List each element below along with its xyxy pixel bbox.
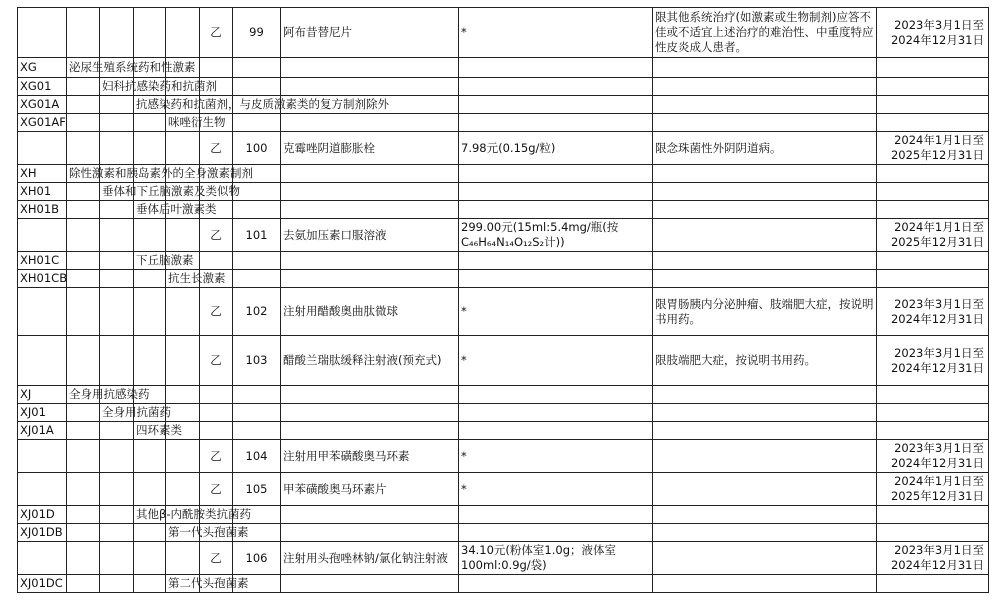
empty-cell xyxy=(877,270,989,288)
empty-cell xyxy=(877,201,989,219)
empty-cell xyxy=(134,575,166,593)
empty-cell xyxy=(877,386,989,404)
category-row xyxy=(18,96,989,114)
empty-cell xyxy=(100,114,134,132)
drug-class: 乙 xyxy=(200,542,233,575)
empty-cell xyxy=(877,404,989,422)
empty-cell xyxy=(67,288,100,336)
empty-cell xyxy=(653,270,877,288)
empty-cell xyxy=(67,201,100,219)
empty-cell xyxy=(653,404,877,422)
category-label: 咪唑衍生物 xyxy=(166,114,200,132)
drug-name: 克霉唑阴道膨胀栓 xyxy=(281,132,459,165)
empty-cell xyxy=(67,524,100,542)
empty-cell xyxy=(100,542,134,575)
empty-cell xyxy=(67,542,100,575)
empty-cell xyxy=(166,288,200,336)
drug-validity xyxy=(877,8,989,58)
empty-cell xyxy=(653,506,877,524)
drug-class: 乙 xyxy=(200,132,233,165)
empty-cell xyxy=(459,575,653,593)
category-code: XH01C xyxy=(18,252,67,270)
validity-end: 2024年12月31日 xyxy=(890,360,984,375)
category-label: 除性激素和胰岛素外的全身激素制剂 xyxy=(67,165,100,183)
validity-end: 2025年12月31日 xyxy=(890,148,984,162)
drug-row xyxy=(18,473,989,506)
drug-number: 102 xyxy=(233,288,281,336)
drug-name: 注射用甲苯磺酸奥马环素 xyxy=(281,440,459,473)
drug-row xyxy=(18,336,989,386)
category-row xyxy=(18,422,989,440)
validity-start: 2024年1月1日至 xyxy=(894,474,984,488)
drug-table xyxy=(17,7,989,593)
validity-start: 2023年3月1日至 xyxy=(894,441,984,455)
empty-cell xyxy=(134,440,166,473)
empty-cell xyxy=(653,183,877,201)
drug-class: 乙 xyxy=(200,336,233,386)
empty-cell xyxy=(18,8,67,58)
empty-cell xyxy=(18,219,67,252)
category-label: 第二代头孢菌素 xyxy=(166,575,200,593)
empty-cell xyxy=(200,252,233,270)
empty-cell xyxy=(200,58,233,78)
empty-cell xyxy=(67,183,100,201)
drug-restriction: 限肢端肥大症，按说明书用药。 xyxy=(653,336,877,386)
empty-cell xyxy=(281,404,459,422)
empty-cell xyxy=(100,440,134,473)
drug-restriction: 限念珠菌性外阴阴道病。 xyxy=(653,132,877,165)
category-row xyxy=(18,575,989,593)
drug-number: 104 xyxy=(233,440,281,473)
empty-cell xyxy=(877,58,989,78)
empty-cell xyxy=(18,542,67,575)
category-label: 抗生长激素 xyxy=(166,270,200,288)
drug-name: 醋酸兰瑞肽缓释注射液(预充式) xyxy=(281,336,459,386)
empty-cell xyxy=(67,132,100,165)
empty-cell xyxy=(100,336,134,386)
empty-cell xyxy=(459,114,653,132)
empty-cell xyxy=(100,219,134,252)
validity-end: 2025年12月31日 xyxy=(890,489,984,503)
drug-class: 乙 xyxy=(200,473,233,506)
empty-cell xyxy=(67,252,100,270)
category-code: XG01 xyxy=(18,78,67,96)
empty-cell xyxy=(459,58,653,78)
empty-cell xyxy=(100,132,134,165)
empty-cell xyxy=(459,506,653,524)
validity-end: 2024年12月31日 xyxy=(890,311,984,326)
empty-cell xyxy=(233,78,281,96)
drug-restriction xyxy=(653,542,877,575)
category-code: XG01AF xyxy=(18,114,67,132)
empty-cell xyxy=(653,575,877,593)
empty-cell xyxy=(281,252,459,270)
drug-number: 103 xyxy=(233,336,281,386)
empty-cell xyxy=(166,386,200,404)
category-code: XG xyxy=(18,58,67,78)
empty-cell xyxy=(18,288,67,336)
empty-cell xyxy=(877,78,989,96)
category-row xyxy=(18,114,989,132)
empty-cell xyxy=(100,252,134,270)
category-row xyxy=(18,58,989,78)
empty-cell xyxy=(134,336,166,386)
category-label: 全身用抗感染药 xyxy=(67,386,100,404)
empty-cell xyxy=(653,58,877,78)
empty-cell xyxy=(233,58,281,78)
drug-class: 乙 xyxy=(200,288,233,336)
empty-cell xyxy=(653,252,877,270)
empty-cell xyxy=(166,473,200,506)
category-label: 全身用抗菌药 xyxy=(100,404,134,422)
validity-end: 2024年12月31日 xyxy=(890,456,984,470)
empty-cell xyxy=(134,542,166,575)
empty-cell xyxy=(281,114,459,132)
category-label: 第一代头孢菌素 xyxy=(166,524,200,542)
drug-row xyxy=(18,8,989,58)
empty-cell xyxy=(67,78,100,96)
validity-start: 2023年3月1日至 xyxy=(894,17,984,32)
empty-cell xyxy=(100,8,134,58)
empty-cell xyxy=(67,506,100,524)
empty-cell xyxy=(67,404,100,422)
empty-cell xyxy=(67,336,100,386)
category-code: XJ01 xyxy=(18,404,67,422)
empty-cell xyxy=(877,524,989,542)
category-label: 垂体和下丘脑激素及类似物 xyxy=(100,183,134,201)
empty-cell xyxy=(67,114,100,132)
empty-cell xyxy=(166,440,200,473)
empty-cell xyxy=(67,219,100,252)
empty-cell xyxy=(100,270,134,288)
empty-cell xyxy=(233,270,281,288)
empty-cell xyxy=(281,422,459,440)
empty-cell xyxy=(134,270,166,288)
empty-cell xyxy=(459,96,653,114)
empty-cell xyxy=(134,524,166,542)
drug-price: * xyxy=(459,440,653,473)
empty-cell xyxy=(166,132,200,165)
category-code: XJ01DB xyxy=(18,524,67,542)
empty-cell xyxy=(877,506,989,524)
empty-cell xyxy=(134,8,166,58)
category-row xyxy=(18,506,989,524)
empty-cell xyxy=(653,165,877,183)
category-row xyxy=(18,270,989,288)
empty-cell xyxy=(281,78,459,96)
empty-cell xyxy=(459,252,653,270)
empty-cell xyxy=(877,422,989,440)
empty-cell xyxy=(100,473,134,506)
empty-cell xyxy=(233,404,281,422)
empty-cell xyxy=(134,473,166,506)
empty-cell xyxy=(459,386,653,404)
validity-start: 2023年3月1日至 xyxy=(894,296,984,311)
empty-cell xyxy=(200,404,233,422)
drug-validity xyxy=(877,219,989,252)
drug-restriction: 限其他系统治疗(如激素或生物制剂)应答不佳或不适宜上述治疗的难治性、中重度特应性皮炎成人患者。 xyxy=(653,8,877,58)
empty-cell xyxy=(877,96,989,114)
empty-cell xyxy=(281,575,459,593)
empty-cell xyxy=(166,336,200,386)
empty-cell xyxy=(166,8,200,58)
category-code: XG01A xyxy=(18,96,67,114)
empty-cell xyxy=(877,183,989,201)
empty-cell xyxy=(459,404,653,422)
empty-cell xyxy=(233,201,281,219)
category-label: 泌尿生殖系统药和性激素 xyxy=(67,58,100,78)
drug-class: 乙 xyxy=(200,219,233,252)
empty-cell xyxy=(459,524,653,542)
category-row xyxy=(18,201,989,219)
category-label: 其他β-内酰胺类抗菌药 xyxy=(134,506,166,524)
drug-number: 100 xyxy=(233,132,281,165)
empty-cell xyxy=(653,114,877,132)
category-row xyxy=(18,404,989,422)
drug-restriction: 限胃肠胰内分泌肿瘤、肢端肥大症，按说明书用药。 xyxy=(653,288,877,336)
drug-number: 101 xyxy=(233,219,281,252)
drug-number: 99 xyxy=(233,8,281,58)
category-row xyxy=(18,165,989,183)
empty-cell xyxy=(281,201,459,219)
drug-price: * xyxy=(459,288,653,336)
empty-cell xyxy=(281,183,459,201)
drug-name: 甲苯磺酸奥马环素片 xyxy=(281,473,459,506)
category-row xyxy=(18,252,989,270)
drug-validity xyxy=(877,336,989,386)
empty-cell xyxy=(653,201,877,219)
empty-cell xyxy=(877,165,989,183)
category-label: 垂体后叶激素类 xyxy=(134,201,166,219)
empty-cell xyxy=(233,422,281,440)
category-code: XH01 xyxy=(18,183,67,201)
empty-cell xyxy=(877,252,989,270)
validity-end: 2024年12月31日 xyxy=(890,32,984,47)
empty-cell xyxy=(67,440,100,473)
drug-name: 去氨加压素口服溶液 xyxy=(281,219,459,252)
empty-cell xyxy=(100,422,134,440)
empty-cell xyxy=(459,201,653,219)
drug-table-body xyxy=(18,8,989,593)
empty-cell xyxy=(18,473,67,506)
empty-cell xyxy=(18,132,67,165)
empty-cell xyxy=(233,252,281,270)
empty-cell xyxy=(281,524,459,542)
category-label: 下丘脑激素 xyxy=(134,252,166,270)
empty-cell xyxy=(281,165,459,183)
drug-name: 注射用醋酸奥曲肽微球 xyxy=(281,288,459,336)
empty-cell xyxy=(100,288,134,336)
category-row xyxy=(18,78,989,96)
empty-cell xyxy=(281,58,459,78)
empty-cell xyxy=(877,575,989,593)
empty-cell xyxy=(18,336,67,386)
drug-validity xyxy=(877,288,989,336)
drug-price: * xyxy=(459,336,653,386)
category-row xyxy=(18,524,989,542)
drug-price: * xyxy=(459,473,653,506)
drug-name: 注射用头孢唑林钠/氯化钠注射液 xyxy=(281,542,459,575)
empty-cell xyxy=(134,114,166,132)
drug-class: 乙 xyxy=(200,8,233,58)
empty-cell xyxy=(200,386,233,404)
category-code: XJ01DC xyxy=(18,575,67,593)
drug-restriction xyxy=(653,440,877,473)
validity-end: 2024年12月31日 xyxy=(890,558,984,572)
validity-end: 2025年12月31日 xyxy=(890,235,984,249)
category-label: 妇科抗感染药和抗菌剂 xyxy=(100,78,134,96)
empty-cell xyxy=(653,96,877,114)
empty-cell xyxy=(653,422,877,440)
category-code: XH01CB xyxy=(18,270,67,288)
empty-cell xyxy=(166,219,200,252)
empty-cell xyxy=(166,542,200,575)
category-code: XJ01D xyxy=(18,506,67,524)
drug-price: 7.98元(0.15g/粒) xyxy=(459,132,653,165)
drug-row xyxy=(18,219,989,252)
drug-price: 299.00元(15ml:5.4mg/瓶(按C₄₆H₆₄N₁₄O₁₂S₂计)) xyxy=(459,219,653,252)
empty-cell xyxy=(100,524,134,542)
drug-restriction xyxy=(653,473,877,506)
empty-cell xyxy=(459,165,653,183)
empty-cell xyxy=(233,386,281,404)
empty-cell xyxy=(67,8,100,58)
empty-cell xyxy=(200,422,233,440)
empty-cell xyxy=(67,96,100,114)
drug-price: 34.10元(粉体室1.0g；液体室100ml:0.9g/袋) xyxy=(459,542,653,575)
drug-row xyxy=(18,132,989,165)
category-row xyxy=(18,386,989,404)
drug-list-document xyxy=(17,7,989,593)
drug-number: 106 xyxy=(233,542,281,575)
empty-cell xyxy=(459,270,653,288)
category-code: XH xyxy=(18,165,67,183)
category-code: XJ xyxy=(18,386,67,404)
drug-validity xyxy=(877,132,989,165)
validity-start: 2024年1月1日至 xyxy=(894,133,984,147)
drug-price: * xyxy=(459,8,653,58)
empty-cell xyxy=(233,114,281,132)
drug-restriction xyxy=(653,219,877,252)
validity-start: 2023年3月1日至 xyxy=(894,543,984,557)
category-label: 四环素类 xyxy=(134,422,166,440)
drug-class: 乙 xyxy=(200,440,233,473)
drug-validity xyxy=(877,473,989,506)
empty-cell xyxy=(653,386,877,404)
drug-row xyxy=(18,440,989,473)
empty-cell xyxy=(459,183,653,201)
drug-validity xyxy=(877,542,989,575)
drug-number: 105 xyxy=(233,473,281,506)
empty-cell xyxy=(100,201,134,219)
category-code: XJ01A xyxy=(18,422,67,440)
empty-cell xyxy=(459,78,653,96)
empty-cell xyxy=(281,270,459,288)
empty-cell xyxy=(18,440,67,473)
validity-start: 2023年3月1日至 xyxy=(894,345,984,360)
empty-cell xyxy=(653,78,877,96)
empty-cell xyxy=(67,422,100,440)
category-row xyxy=(18,183,989,201)
empty-cell xyxy=(134,132,166,165)
empty-cell xyxy=(134,219,166,252)
empty-cell xyxy=(100,506,134,524)
empty-cell xyxy=(100,575,134,593)
empty-cell xyxy=(100,96,134,114)
category-code: XH01B xyxy=(18,201,67,219)
empty-cell xyxy=(67,575,100,593)
validity-start: 2024年1月1日至 xyxy=(894,220,984,234)
empty-cell xyxy=(281,386,459,404)
category-label: 抗感染药和抗菌剂，与皮质激素类的复方制剂除外 xyxy=(134,96,166,114)
empty-cell xyxy=(134,288,166,336)
empty-cell xyxy=(67,473,100,506)
empty-cell xyxy=(459,422,653,440)
empty-cell xyxy=(653,524,877,542)
empty-cell xyxy=(67,270,100,288)
empty-cell xyxy=(877,114,989,132)
drug-name: 阿布昔替尼片 xyxy=(281,8,459,58)
drug-validity xyxy=(877,440,989,473)
drug-row xyxy=(18,288,989,336)
drug-row xyxy=(18,542,989,575)
empty-cell xyxy=(281,506,459,524)
